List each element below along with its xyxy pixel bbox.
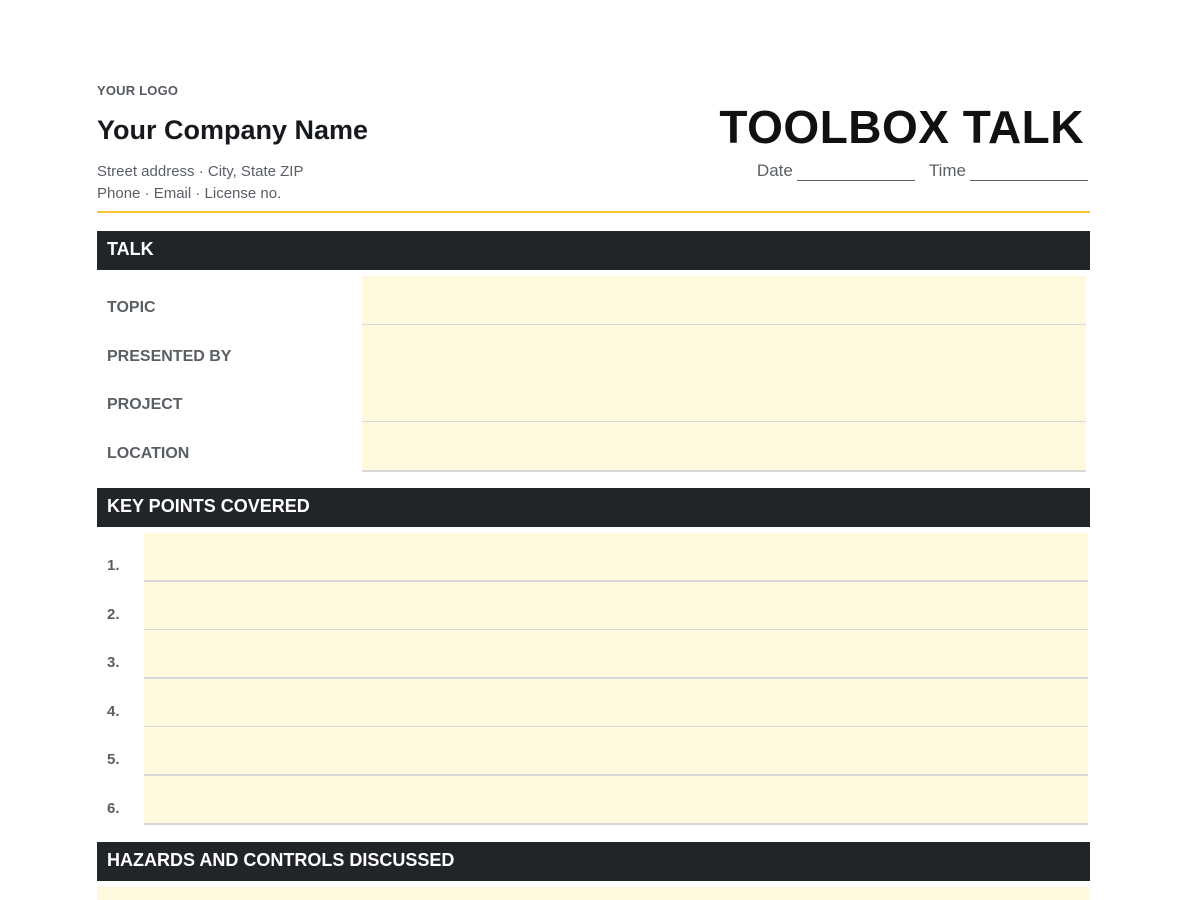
- location-input[interactable]: [362, 422, 1086, 472]
- field-row-presented-by: [97, 325, 1090, 374]
- field-label-topic: TOPIC: [107, 299, 156, 316]
- date-field[interactable]: [757, 161, 915, 181]
- key-point-row: [97, 727, 1090, 776]
- time-field[interactable]: [929, 161, 1088, 181]
- date-blank[interactable]: [797, 163, 915, 181]
- key-point-number: 4.: [107, 703, 120, 720]
- section-header-talk: TALK: [97, 231, 1090, 270]
- key-point-input-3[interactable]: [144, 630, 1088, 679]
- key-point-number: 3.: [107, 654, 120, 671]
- field-label-project: PROJECT: [107, 396, 183, 413]
- key-point-number: 6.: [107, 800, 120, 817]
- key-point-number: 1.: [107, 557, 120, 574]
- time-label: Time: [928, 161, 966, 180]
- presented-by-input[interactable]: [362, 325, 1086, 375]
- header-divider: [97, 211, 1090, 213]
- key-point-input-1[interactable]: [144, 533, 1088, 582]
- key-point-row: [97, 630, 1090, 679]
- project-input[interactable]: [362, 373, 1086, 423]
- hazards-input[interactable]: [97, 887, 1090, 900]
- field-row-project: [97, 373, 1090, 422]
- section-header-hazards: HAZARDS AND CONTROLS DISCUSSED: [97, 842, 1090, 881]
- key-point-row: [97, 679, 1090, 728]
- toolbox-talk-form: [97, 0, 1090, 900]
- time-blank[interactable]: [970, 163, 1088, 181]
- logo-placeholder: YOUR LOGO: [97, 83, 179, 98]
- key-point-number: 2.: [107, 606, 120, 623]
- key-point-row: [97, 582, 1090, 631]
- key-point-row: [97, 776, 1090, 825]
- key-point-row: [97, 533, 1090, 582]
- field-row-topic: [97, 276, 1090, 325]
- topic-input[interactable]: [362, 276, 1086, 326]
- field-label-presented-by: PRESENTED BY: [107, 348, 232, 365]
- key-point-input-6[interactable]: [144, 776, 1088, 825]
- company-address: Street address · City, State ZIP: [97, 163, 304, 180]
- key-point-input-4[interactable]: [144, 679, 1088, 728]
- date-label: Date: [756, 161, 793, 180]
- field-row-location: [97, 422, 1090, 471]
- document-title: TOOLBOX TALK: [719, 101, 1084, 153]
- key-point-number: 5.: [107, 751, 120, 768]
- company-name: Your Company Name: [97, 115, 369, 145]
- section-header-key-points: KEY POINTS COVERED: [97, 488, 1090, 527]
- date-time-fields: [757, 161, 1088, 181]
- field-label-location: LOCATION: [107, 445, 190, 462]
- key-point-input-5[interactable]: [144, 727, 1088, 776]
- company-contact: Phone · Email · License no.: [97, 185, 282, 202]
- key-point-input-2[interactable]: [144, 582, 1088, 631]
